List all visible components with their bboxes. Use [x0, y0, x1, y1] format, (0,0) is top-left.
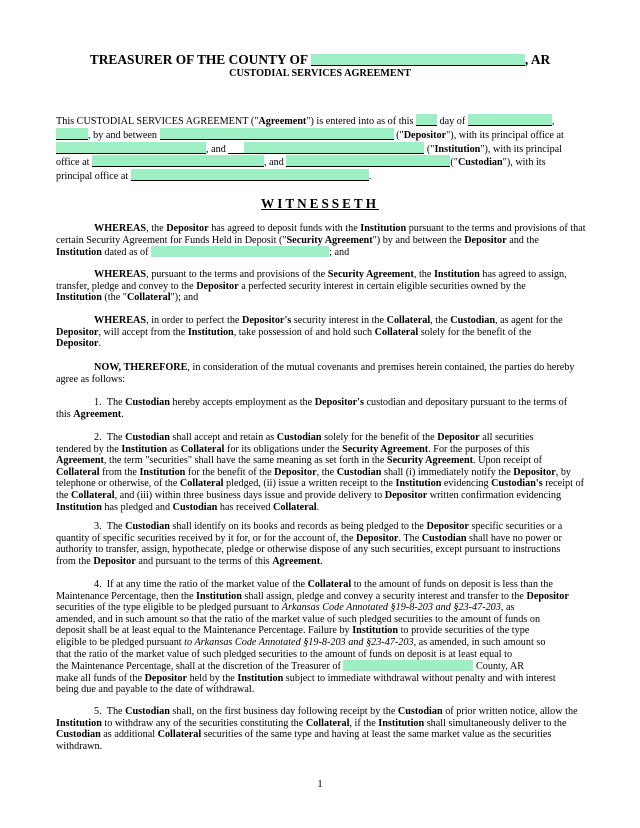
custodian-address-field[interactable]	[131, 169, 369, 181]
whereas-paragraph-1: WHEREAS, the Depositor has agreed to deposit funds with the Institution pursuant to the terms and provisions of that certain Security Agreement for Funds Held in Deposit ("Security Agreement") by and between the Depositor and the Institution dated as of ; and	[56, 223, 586, 259]
county-name-field[interactable]	[311, 54, 525, 66]
whereas-paragraph-3: WHEREAS, in order to perfect the Depositor's security interest in the Collateral, the Custodian, as agent for the Depositor, will accept from the Institution, take possession of and hold such Collateral solely for the benefit of the Depositor.	[56, 315, 563, 350]
intro-line-5: principal office at .	[56, 171, 372, 183]
intro-paragraph	[56, 114, 584, 183]
document-subtitle: CUSTODIAL SERVICES AGREEMENT	[229, 68, 411, 79]
intro-line-3: , and ("Institution"), with its principal	[56, 142, 584, 156]
custodian-name-field[interactable]	[286, 155, 450, 167]
clause-2: 2. The Custodian shall accept and retain as Custodian solely for the benefit of the Depositor all securities tendered by the Institution as Collateral for its obligations under the Security Agreement. For the purposes of this Agreement, the term "securities" shall have the same meaning as set forth in the Security Agreement. Upon receipt of Collateral from the Institution for the benefit of the Depositor, the Custodian shall (i) immediately notify the Depositor, by telephone or otherwise, of the Collateral pledged, (ii) issue a written receipt to the Institution evidencing Custodian's receipt of the Collateral, and (iii) within three business days issue and provide delivery to Depositor written confirmation evidencing Institution has pledged and Custodian has received Collateral.	[56, 432, 584, 513]
intro-line-1: This CUSTODIAL SERVICES AGREEMENT ("Agreement") is entered into as of this day of ,	[56, 116, 555, 127]
day-field[interactable]	[416, 114, 437, 126]
now-therefore-paragraph: NOW, THEREFORE, in consideration of the mutual covenants and premises herein contained, the parties do hereby agree as follows:	[56, 362, 575, 385]
institution-name-field[interactable]	[244, 142, 424, 154]
security-agreement-date-field[interactable]	[151, 246, 329, 257]
clause-4: 4. If at any time the ratio of the market value of the Collateral to the amount of funds on deposit is less than the Maintenance Percentage, then the Institution shall assign, pledge and convey a security interest and transfer to the Depositor securities of the type eligible to be pledged pursuant to Arkansas Code Annotated §19-8-203 and §23-47-203, as amended, and in such amount so that the ratio of the market value of such pledged securities to the amount of funds on deposit shall be at least equal to the Maintenance Percentage. Failure by Institution to provide securities of the type eligible to be pledged pursuant to Arkansas Code Annotated §19-8-203 and §23-47-203, as amended, in such amount so that the ratio of the market value of such pledged securities to the amount of funds on deposit is at least equal to the Maintenance Percentage, shall at the discretion of the Treasurer of County, AR make all funds of the Depositor held by the Institution subject to immediate withdrawal without penalty and with interest being due and payable to the date of withdrawal.	[56, 579, 569, 696]
clause-5: 5. The Custodian shall, on the first business day following receipt by the Custodian of prior written notice, allow the Institution to withdraw any of the securities constituting the Collateral, if the Institution shall simultaneously deliver to the Custodian as additional Collateral securities of the same type and having at least the same market value as the securities withdrawn.	[56, 706, 578, 752]
witnesseth-heading: WITNESSETH	[261, 196, 379, 211]
year-field[interactable]	[56, 128, 88, 140]
month-field[interactable]	[468, 114, 552, 126]
depositor-name-field[interactable]	[160, 128, 394, 140]
clause-3: 3. The Custodian shall identify on its books and records as being pledged to the Depositor specific securities or a quantity of specific securities received by it for, or for the account of, the Depositor. The Custodian shall have no power or authority to transfer, assign, hypothecate, pledge or otherwise dispose of any such securities, except pursuant to instructions from the Depositor and pursuant to the terms of this Agreement.	[56, 521, 563, 567]
clause-1: 1. The Custodian hereby accepts employment as the Depositor's custodian and depositary pursuant to the terms of this Agreement.	[56, 397, 568, 420]
whereas-paragraph-2: WHEREAS, pursuant to the terms and provisions of the Security Agreement, the Institution has agreed to assign, transfer, pledge and convey to the Depositor a perfected security interest in certain eligible securities owned by the Institution (the "Collateral"); and	[56, 269, 567, 304]
intro-line-4: office at , and ("Custodian"), with its	[56, 157, 546, 169]
institution-address-field[interactable]	[92, 155, 264, 167]
treasurer-county-field[interactable]	[343, 660, 473, 671]
page-number: 1	[317, 778, 323, 790]
depositor-address-field[interactable]	[56, 142, 206, 154]
intro-line-2: , by and between ("Depositor"), with its principal office at	[56, 128, 584, 142]
document-title: TREASURER OF THE COUNTY OF , AR	[89, 52, 551, 67]
blank-line[interactable]	[228, 142, 244, 154]
